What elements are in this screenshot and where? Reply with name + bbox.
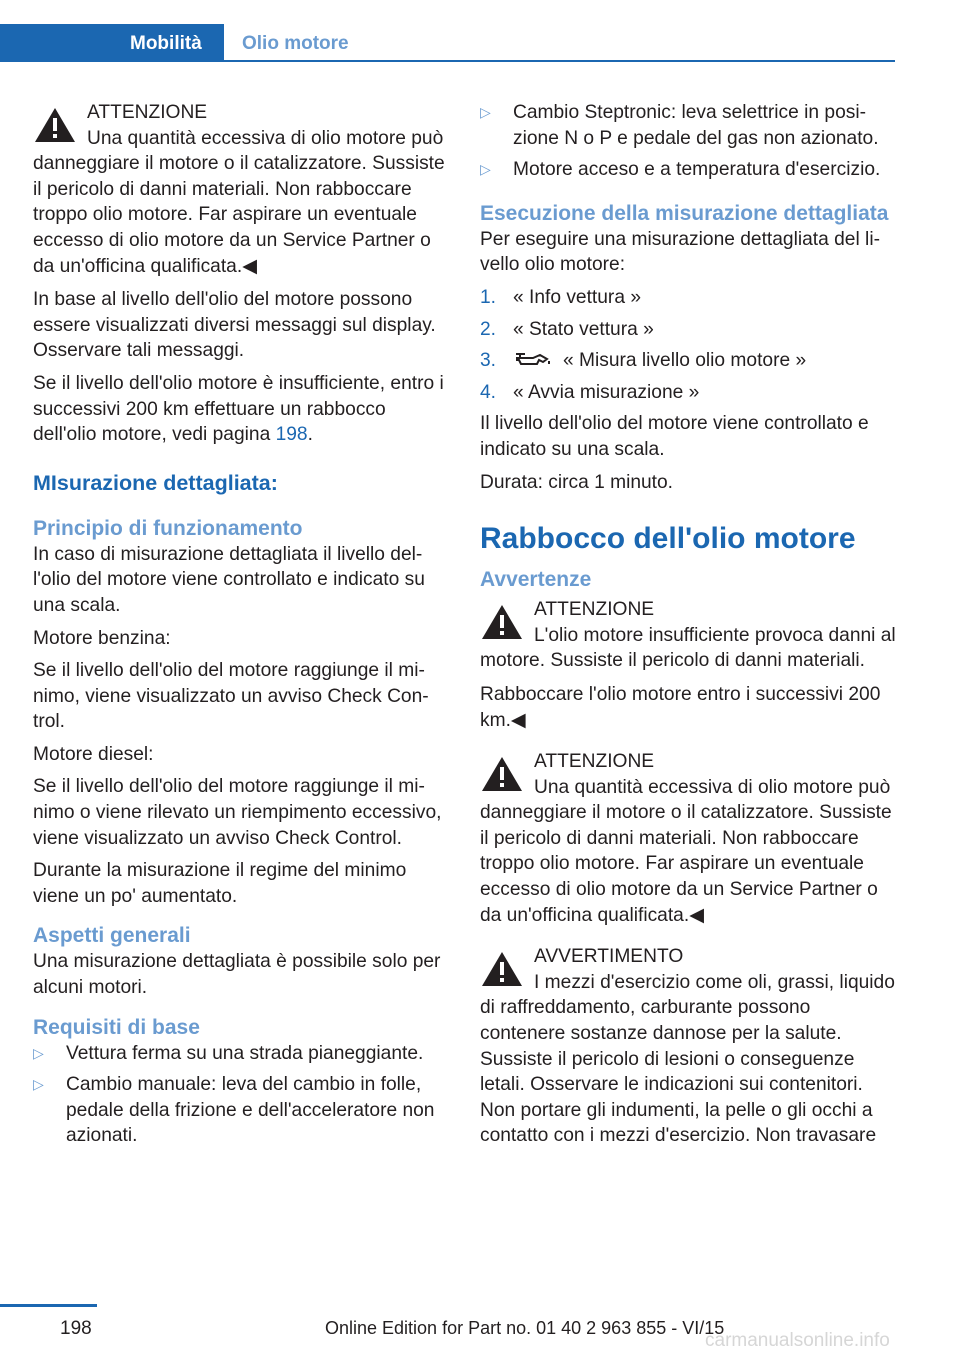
paragraph: In caso di misurazione dettagliata il livello dell'olio del motore viene controllato e indicato su una scala. xyxy=(33,543,425,616)
warning-triangle-icon xyxy=(480,950,524,988)
paragraph: Il livello dell'olio del motore viene controllato e indicato su una scala. xyxy=(480,413,869,460)
warning-title: AVVERTIMENTO xyxy=(534,946,684,968)
subsection-heading: Esecuzione della misurazione dettagliata xyxy=(480,201,889,225)
subsection-heading: Requisiti di base xyxy=(33,1015,200,1039)
chapter-heading: Rabbocco dell'olio motore xyxy=(480,522,856,556)
header-rule xyxy=(224,60,895,62)
list-item: 1. « Info vettura » xyxy=(480,286,641,308)
warning-text: L'olio motore insufficiente provoca danni al motore. Sussiste il pericolo di danni materiali. xyxy=(480,624,896,672)
right-column xyxy=(480,100,900,1157)
warning-text: Una quantità eccessiva di olio motore può danneggiare il motore o il catalizzatore. Sussiste il pericolo di danni materiali. Non rabboccare troppo olio motore. Far aspirare un eventuale eccesso di olio motore da un Service Partner o da un'officina qualificata.◀ xyxy=(33,127,445,277)
warning-title: ATTENZIONE xyxy=(534,599,655,621)
triangle-bullet-icon: ▷ xyxy=(480,104,491,120)
requirements-list xyxy=(33,1041,451,1149)
warning-block xyxy=(480,749,900,928)
steps-list xyxy=(480,285,900,405)
list-item: ▷ Motore acceso e a temperatura d'esercizio. xyxy=(480,157,900,183)
paragraph: Durata: circa 1 minuto. xyxy=(480,471,674,493)
triangle-bullet-icon: ▷ xyxy=(33,1044,44,1061)
paragraph: Motore diesel: xyxy=(33,743,154,765)
triangle-bullet-icon: ▷ xyxy=(480,161,491,178)
list-item: 3. « Misura livello olio motore » xyxy=(480,350,807,372)
triangle-bullet-icon: ▷ xyxy=(33,1076,44,1093)
edition-text: Online Edition for Part no. 01 40 2 963 855 - VI/15 xyxy=(325,1318,725,1338)
footer-rule xyxy=(0,1304,97,1307)
page-number: 198 xyxy=(60,1318,92,1339)
page-link[interactable]: 198 xyxy=(275,424,308,446)
warning-triangle-icon xyxy=(480,603,524,641)
header-section-tab[interactable]: Mobilità xyxy=(130,33,202,54)
warning-text: Una quantità eccessiva di olio motore può danneggiare il motore o il catalizzatore. Sussiste il pericolo di danni materiali. Non rabboccare troppo olio motore. Far aspirare un eventuale eccesso di olio motore da un Service Partner o da un'officina qualificata.◀ xyxy=(480,776,892,926)
subsection-heading: Avvertenze xyxy=(480,568,592,592)
oil-can-icon xyxy=(513,350,553,368)
warning-block xyxy=(480,597,900,674)
warning-title: ATTENZIONE xyxy=(87,102,208,123)
warning-text: I mezzi d'esercizio come oli, grassi, liquido di raffreddamento, carburante possono contenere sostanze dannose per la salute. Sussiste il pericolo di lesioni o conseguenze letali. Osservare le indicazioni sui contenitori. Non portare gli indumenti, la pelle o gli occhi a contatto con i mezzi d'esercizio. Non travasare xyxy=(480,971,895,1147)
paragraph: Se il livello dell'olio del motore raggiunge il minimo o viene rilevato un riempimento eccessivo, viene visualizzato un avviso Check Control. xyxy=(33,776,442,849)
paragraph: Per eseguire una misurazione dettagliata del livello olio motore: xyxy=(480,228,880,276)
paragraph: Rabboccare l'olio motore entro i successivi 200 km.◀ xyxy=(480,683,881,731)
watermark: carmanualsonline.info xyxy=(705,1330,890,1351)
header-topic-tab[interactable]: Olio motore xyxy=(242,33,349,54)
paragraph: Motore benzina: xyxy=(33,627,171,649)
warning-block xyxy=(480,944,900,1149)
paragraph: Una misurazione dettagliata è possibile solo per alcuni motori. xyxy=(33,951,441,999)
paragraph: Se il livello dell'olio motore è insufficiente, entro i successivi 200 km effettuare un rabbocco dell'olio motore, vedi pagina 198. xyxy=(33,372,444,446)
list-item: 2. « Stato vettura » xyxy=(480,318,654,340)
list-item: ▷ Cambio manuale: leva del cambio in folle, pedale della frizione e dell'acceleratore non azionati. xyxy=(33,1074,435,1147)
list-item: ▷ Cambio Steptronic: leva selettrice in posizione N o P e pedale del gas non azionato. xyxy=(480,102,879,149)
paragraph: Se il livello dell'olio del motore raggiunge il minimo, viene visualizzato un avviso Check Control. xyxy=(33,660,429,733)
list-item: ▷ Vettura ferma su una strada pianeggiante. xyxy=(33,1041,451,1067)
warning-triangle-icon xyxy=(480,755,524,793)
paragraph: Durante la misurazione il regime del minimo viene un po' aumentato. xyxy=(33,860,407,907)
requirements-list xyxy=(480,100,900,183)
left-column xyxy=(33,100,451,1157)
subsection-heading: Principio di funzionamento xyxy=(33,516,303,540)
warning-block xyxy=(33,100,451,279)
subsection-heading: Aspetti generali xyxy=(33,924,191,948)
list-item: 4. « Avvia misurazione » xyxy=(480,381,700,403)
warning-title: ATTENZIONE xyxy=(534,751,655,773)
warning-triangle-icon xyxy=(33,106,77,144)
page-header xyxy=(0,24,895,62)
section-heading: MIsurazione dettagliata: xyxy=(33,470,278,495)
paragraph: In base al livello dell'olio del motore possono essere visualizzati diversi messaggi sul display. Osservare tali messaggi. xyxy=(33,289,436,362)
